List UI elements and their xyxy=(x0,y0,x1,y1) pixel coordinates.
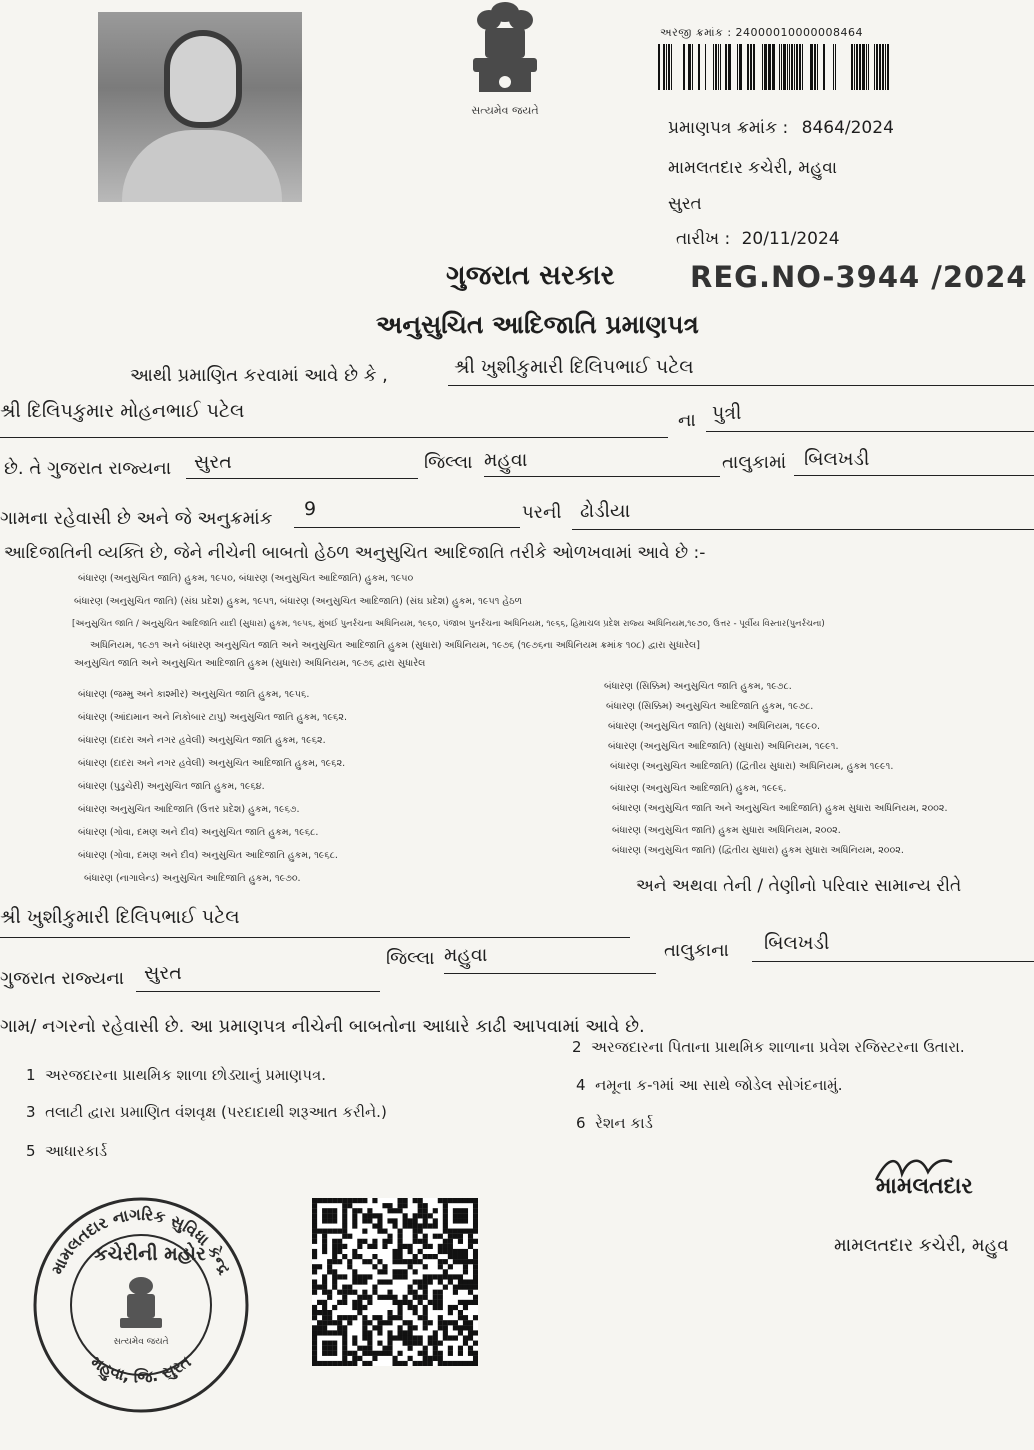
family-taluka-label: તાલુકાના xyxy=(664,940,729,961)
relation: પુત્રી xyxy=(712,402,742,424)
application-number xyxy=(660,26,863,40)
village-prefix: ગામના રહેવાસી છે અને જે અનુક્રમાંક xyxy=(0,508,273,529)
document-text: નમૂના ક-૧માં આ સાથે જોડેલ સોગંદનામું. xyxy=(595,1076,843,1094)
issue-date-label: તારીખ : xyxy=(676,229,731,249)
svg-text:મહુવા, જિ. સુરત xyxy=(88,1352,195,1387)
order-right-3: બંધારણ (અનુસુચિત જાતિ) (સુધારા) અધિનિયમ, ૧૯૯૦. xyxy=(608,721,821,732)
district-label: જિલ્લા xyxy=(424,452,473,473)
order-full-3: [અનુસુચિત જાતિ / અનુસુચિત આદિજાતિ યાદી (સુધારા) હુકમ, ૧૯૫૬, મુંબઈ પુનર્રચના અધિનિયમ, ૧૯૬૦, પંજાબ પુનર્રચના અધિનિયમ, ૧૯૬૬, હિમાચલ પ્રદેશ રાજ્ય અધિનિયમ,૧૯૭૦, ઉત્તર - પૂર્વીય વિસ્તાર(પુનર્રચના) xyxy=(72,619,825,629)
photo-body-shape xyxy=(122,130,282,202)
svg-text:મામલતદાર નાગરિક સુવિધા કેન્દ્ર xyxy=(47,1205,235,1278)
document-item xyxy=(576,1114,653,1132)
certify-prefix: આથી પ્રમાણિત કરવામાં આવે છે કે , xyxy=(130,365,388,386)
document-text: આધારકાર્ડ xyxy=(45,1142,108,1160)
family-taluka-value: બિલખડી xyxy=(764,932,830,954)
document-number: 6 xyxy=(576,1114,586,1132)
order-left-4: બંધારણ (દાદરા અને નગર હવેલી) અનુસુચિત આદિજાતિ હુકમ, ૧૯૬૨. xyxy=(78,758,346,769)
family-district-value: સુરત xyxy=(144,962,182,984)
family-taluka-line xyxy=(752,932,1034,962)
seal-emblem-caption: સત્યમેવ જયતે xyxy=(113,1337,169,1347)
taluka-value: બિલખડી xyxy=(804,448,870,470)
order-left-5: બંધારણ (પુડુચેરી) અનુસુચિત જાતિ હુકમ, ૧૯૬૪. xyxy=(78,781,265,792)
signatory-title: મામલતદાર xyxy=(876,1174,973,1199)
certificate-title: અનુસુચિત આદિજાતિ પ્રમાણપત્ર xyxy=(376,310,699,339)
relation-line xyxy=(706,402,1034,432)
serial-line xyxy=(294,498,520,528)
applicant-photo xyxy=(98,12,302,202)
barcode xyxy=(658,44,890,90)
seal-top-text: મામલતદાર નાગરિક સુવિધા કેન્દ્ર xyxy=(47,1204,235,1278)
signatory-office: મામલતદાર કચેરી, મહુવ xyxy=(834,1235,1009,1256)
order-right-8: બંધારણ (અનુસુચિત જાતિ) હુકમ સુધારા અધિનિયમ, ૨૦૦૨. xyxy=(612,825,841,836)
application-number-value: 24000010000008464 xyxy=(735,26,864,39)
family-state-prefix: ગુજરાત રાજ્યના xyxy=(0,968,125,989)
document-number: 5 xyxy=(26,1142,36,1160)
order-right-5: બંધારણ (અનુસુચિત આદિજાતિ) (દ્વિતીય સુધારા) અધિનિયમ, હુકમ ૧૯૯૧. xyxy=(610,761,894,772)
family-name-line xyxy=(0,906,630,938)
document-number: 4 xyxy=(576,1076,586,1094)
seal-bottom-text: મહુવા, જિ. સુરત xyxy=(87,1351,195,1387)
order-left-2: બંધારણ (આંદામાન અને નિકોબાર ટાપુ) અનુસુચિત જાતિ હુકમ, ૧૯૬૨. xyxy=(78,712,347,723)
taluka-district-value: મહુવા xyxy=(484,449,528,471)
order-full-2: બંધારણ (અનુસુચિત જાતિ) (સંઘ પ્રદેશ) હુકમ, ૧૯૫૧, બંધારણ (અનુસુચિત આદિજાતિ) (સંઘ પ્રદેશ) હુકમ, ૧૯૫૧ હેઠળ xyxy=(74,596,523,607)
office-seal xyxy=(30,1194,252,1416)
order-right-7: બંધારણ (અનુસુચિત જાતિ અને અનુસુચિત આદિજાતિ) હુકમ સુધારા અધિનિયમ, ૨૦૦૨. xyxy=(612,803,948,814)
issue-date xyxy=(676,229,840,249)
government-name: ગુજરાત સરકાર xyxy=(446,260,615,291)
district-value: સુરત xyxy=(194,451,232,473)
document-number: 3 xyxy=(26,1103,36,1121)
certificate-number-label: પ્રમાણપત્ર ક્રમાંક : xyxy=(668,118,789,138)
family-name: શ્રી ખુશીકુમારી દિલિપભાઈ પટેલ xyxy=(0,906,240,928)
family-taluka-district-value: મહુવા xyxy=(444,944,488,966)
document-item xyxy=(572,1038,965,1056)
state-prefix: છે. તે ગુજરાત રાજ્યના xyxy=(4,458,172,479)
order-left-9: બંધારણ (નાગાલેન્ડ) અનુસુચિત આદિજાતિ હુકમ, ૧૯૭૦. xyxy=(84,873,301,884)
document-text: રેશન કાર્ડ xyxy=(595,1114,653,1132)
family-district-line xyxy=(136,962,380,992)
order-left-6: બંધારણ અનુસુચિત આદિજાતિ (ઉત્તર પ્રદેશ) હુકમ, ૧૯૬૭. xyxy=(78,804,300,815)
order-full-1: બંધારણ (અનુસુચિત જાતિ) હુકમ, ૧૯૫૦, બંધારણ (અનુસુચિત આદિજાતિ) હુકમ, ૧૯૫૦ xyxy=(78,573,414,584)
order-right-4: બંધારણ (અનુસુચિત આદિજાતિ) (સુધારા) અધિનિયમ, ૧૯૯૧. xyxy=(608,741,839,752)
certificate-number xyxy=(668,118,894,138)
taluka-district-line xyxy=(484,449,720,477)
district-line xyxy=(186,451,418,479)
taluka-label: તાલુકામાં xyxy=(722,452,787,473)
seal-emblem-icon xyxy=(120,1277,162,1328)
order-left-8: બંધારણ (ગોવા, દમણ અને દીવ) અનુસુચિત આદિજાતિ હુકમ, ૧૯૬૮. xyxy=(78,850,338,861)
application-number-label: અરજી ક્રમાંક : xyxy=(660,26,732,39)
issuing-office: મામલતદાર કચેરી, મહુવા xyxy=(668,158,838,178)
tribe-line xyxy=(572,500,1034,530)
family-line: અને અથવા તેની / તેણીનો પરિવાર સામાન્ય રીતે xyxy=(636,876,962,896)
document-number: 1 xyxy=(26,1066,36,1084)
document-item xyxy=(576,1076,843,1094)
taluka-line xyxy=(794,448,1034,476)
family-district-label: જિલ્લા xyxy=(386,948,435,969)
order-left-3: બંધારણ (દાદરા અને નગર હવેલી) અનુસુચિત જાતિ હુકમ, ૧૯૬૨. xyxy=(78,735,326,746)
tribe-line-text: આદિજાતિની વ્યક્તિ છે, જેને નીચેની બાબતો હેઠળ અનુસુચિત આદિજાતિ તરીકે ઓળખવામાં આવે છે :- xyxy=(4,543,706,563)
national-emblem-icon xyxy=(455,0,555,120)
certificate-number-value: 8464/2024 xyxy=(801,118,894,138)
qr-code xyxy=(312,1198,478,1366)
registration-number: REG.NO-3944 /2024 xyxy=(690,260,1028,294)
order-right-9: બંધારણ (અનુસુચિત જાતિ) (દ્વિતીય સુધારા) હુકમ સુધારા અધિનિયમ, ૨૦૦૨. xyxy=(612,845,904,856)
document-item xyxy=(26,1142,107,1160)
document-item xyxy=(26,1066,326,1084)
order-right-6: બંધારણ (અનુસુચિત આદિજાતિ) હુકમ, ૧૯૯૬. xyxy=(610,783,787,794)
issuing-district: સુરત xyxy=(668,194,702,214)
applicant-name-line xyxy=(448,356,1034,386)
order-right-2: બંધારણ (સિક્કિમ) અનુસુચિત આદિજાતિ હુકમ, ૧૯૭૮. xyxy=(606,701,814,712)
document-text: અરજદારના પ્રાથમિક શાળા છોડ્યાનું પ્રમાણપત્ર. xyxy=(45,1066,326,1084)
order-full-5: અનુસુચિત જાતિ અને અનુસુચિત આદિજાતિ હુકમ (સુધારા) અધિનિયમ, ૧૯૭૬ દ્વારા સુધારેલ xyxy=(74,658,426,669)
seal-middle-text: કચેરીની મહોર xyxy=(94,1243,206,1265)
applicant-name: શ્રી ખુશીકુમારી દિલિપભાઈ પટેલ xyxy=(454,356,694,378)
order-right-1: બંધારણ (સિક્કિમ) અનુસુચિત જાતિ હુકમ, ૧૯૭૮. xyxy=(604,681,792,692)
emblem-caption: સત્યમેવ જયતે xyxy=(471,104,539,117)
family-taluka-district-line xyxy=(444,944,656,974)
order-left-1: બંધારણ (જમ્મુ અને કાશ્મીર) અનુસુચિત જાતિ હુકમ, ૧૯૫૬. xyxy=(78,689,310,700)
order-full-4: અધિનિયમ, ૧૯૭૧ અને બંધારણ અનુસુચિત જાતિ અને અનુસુચિત આદિજાતિ હુકમ (સુધારા) અધિનિયમ, ૧૯૭૬ (૧૯૭૬ના અધિનિયમ ક્રમાંક ૧૦૮) દ્વારા સુધારેલ] xyxy=(90,640,700,651)
relation-prefix: ના xyxy=(678,410,696,431)
serial-suffix: પરની xyxy=(522,502,562,523)
issue-date-value: 20/11/2024 xyxy=(741,229,840,249)
father-name: શ્રી દિલિપકુમાર મોહનભાઈ પટેલ xyxy=(0,400,245,422)
father-name-line xyxy=(0,400,668,438)
basis-line: ગામ/ નગરનો રહેવાસી છે. આ પ્રમાણપત્ર નીચેની બાબતોના આધારે કાઢી આપવામાં આવે છે. xyxy=(0,1016,645,1037)
document-item xyxy=(26,1103,387,1121)
serial-number: 9 xyxy=(304,498,317,520)
document-text: તલાટી દ્વારા પ્રમાણિત વંશવૃક્ષ (પરદાદાથી શરૂઆત કરીને.) xyxy=(45,1103,387,1121)
document-number: 2 xyxy=(572,1038,582,1056)
document-text: અરજદારના પિતાના પ્રાથમિક શાળાના પ્રવેશ રજિસ્ટરના ઉતારા. xyxy=(591,1038,965,1056)
tribe-name: ઢોડીયા xyxy=(580,500,631,522)
photo-head-shape xyxy=(164,30,242,128)
order-left-7: બંધારણ (ગોવા, દમણ અને દીવ) અનુસુચિત જાતિ હુકમ, ૧૯૬૮. xyxy=(78,827,319,838)
